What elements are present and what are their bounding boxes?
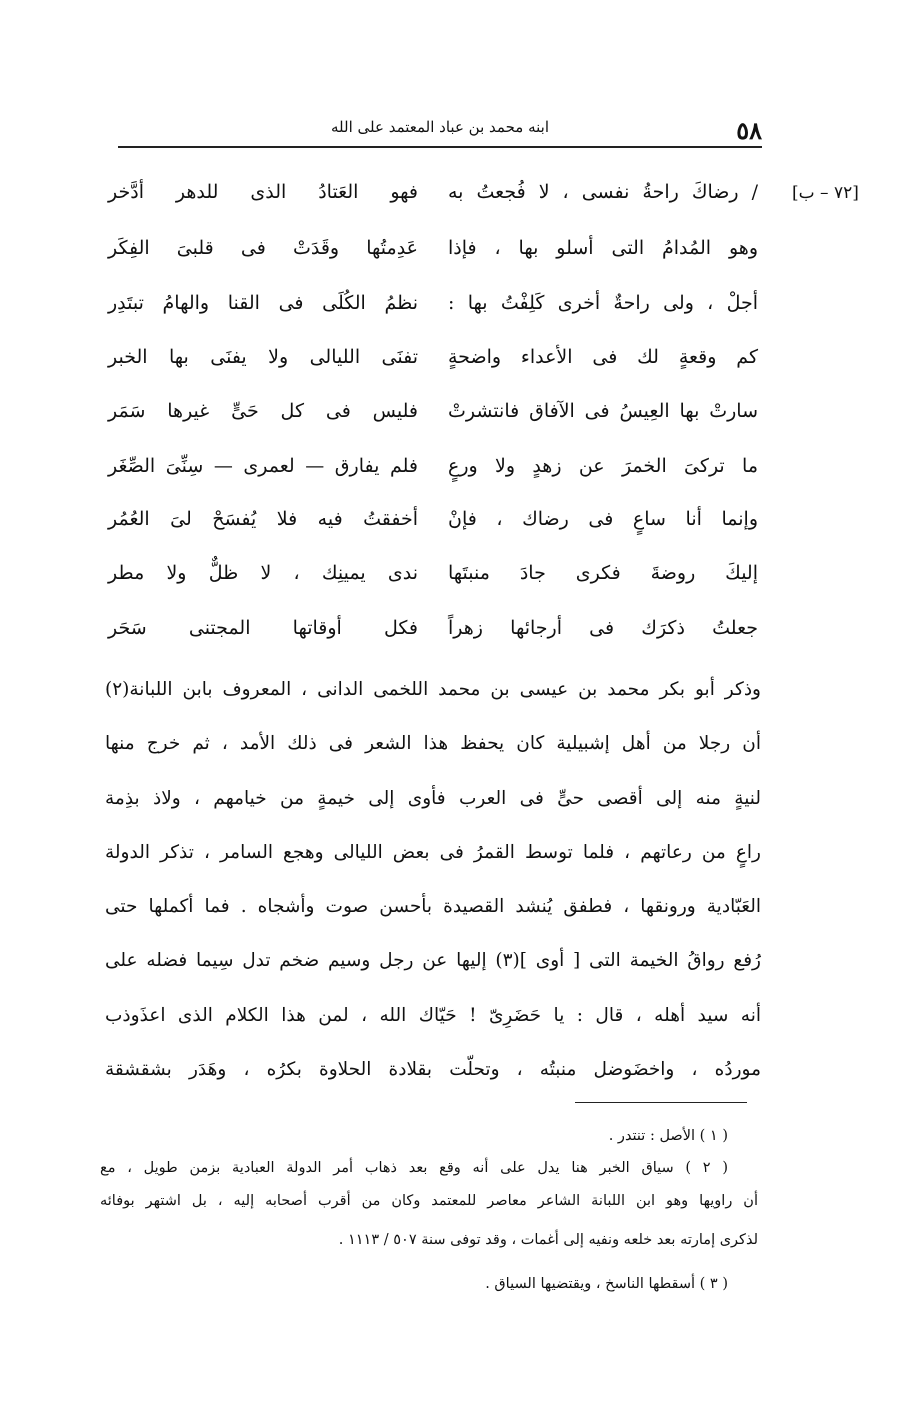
verse-second-hemistich: نظمُ الكُلَى فى القنا والهامُ تبتَدِر xyxy=(108,292,418,314)
verse-line xyxy=(108,292,758,332)
running-title: ابنه محمد بن عباد المعتمد على الله xyxy=(331,118,549,136)
footnote-2-continued: لذكرى إمارته بعد خلعه ونفيه إلى أغمات ، وقد توفى سنة ٥٠٧ / ١١١٣ . xyxy=(338,1232,758,1248)
verse-line xyxy=(108,455,758,495)
footnote-rule xyxy=(575,1102,747,1103)
verse-second-hemistich: عَدِمتُها وقَدَتْ فى قلبىَ الفِكَر xyxy=(108,237,418,259)
footnote-1: ( ١ ) الأصل : تنتدر . xyxy=(608,1128,728,1144)
verse-second-hemistich: أخفقتُ فيه فلا يُفسَحْ لىَ العُمُر xyxy=(108,508,418,530)
prose-line: رُفع رواقُ الخيمة التى [ أوى ](٣) إليها عن رجل وسيم ضخم تدل سِيما فضله على xyxy=(105,950,761,971)
verse-second-hemistich: فلم يفارق — لعمرى — سِنِّىَ الصِّغَر xyxy=(108,455,418,477)
verse-first-hemistich: سارتْ بها العِيسُ فى الآفاق فانتشرتْ xyxy=(448,400,758,422)
verse-line xyxy=(108,237,758,277)
footnote-3: ( ٣ ) أسقطها الناسخ ، ويقتضيها السياق . xyxy=(485,1276,728,1292)
verse-first-hemistich: إليكَ روضةَ فكرى جادَ منبتَها xyxy=(448,562,758,584)
page-header xyxy=(118,112,762,144)
verse-line xyxy=(108,400,758,440)
verse-first-hemistich: جعلتُ ذكرَك فى أرجائها زهراً xyxy=(448,617,758,639)
verse-first-hemistich: كم وقعةٍ لك فى الأعداء واضحةٍ xyxy=(448,346,758,368)
manuscript-folio-ref: [٧٢ – ب] xyxy=(792,183,859,203)
verse-first-hemistich: / رضاكَ راحةُ نفسى ، لا فُجعتُ به xyxy=(448,181,758,203)
footnote-2-continued: أن راويها وهو ابن اللبانة الشاعر معاصر للمعتمد وكان من أقرب أصحابه إليه ، بل اشتهر بوفائه xyxy=(100,1193,758,1209)
prose-line: موردُه ، واخضَوضل منبتُه ، وتحلّت بقلادة الحلاوة بكرُه ، وهَدَر بشقشقة xyxy=(105,1059,761,1080)
verse-line xyxy=(108,181,758,221)
verse-first-hemistich: ما تركىَ الخمرَ عن زهدٍ ولا ورعٍ xyxy=(448,455,758,477)
verse-second-hemistich: فهو العَتادُ الذى للدهر أدَّخر xyxy=(108,181,418,203)
prose-line: أنه سيد أهله ، قال : يا حَضَرِىّ ! حَيّاك الله ، لمن هذا الكلام الذى اعذَوذب xyxy=(105,1005,761,1026)
verse-line xyxy=(108,562,758,602)
header-rule xyxy=(118,146,762,148)
prose-line: العَبّادية ورونقها ، فطفق يُنشد القصيدة بأحسن صوت وأشجاه . فما أكملها حتى xyxy=(105,896,761,917)
verse-line xyxy=(108,508,758,548)
verse-first-hemistich: وإنما أنا ساعٍ فى رضاك ، فإنْ xyxy=(448,508,758,530)
prose-line: أن رجلا من أهل إشبيلية كان يحفظ هذا الشعر فى ذلك الأمد ، ثم خرج منها xyxy=(105,733,761,754)
verse-second-hemistich: ندى يمينِك ، لا ظلٌّ ولا مطر xyxy=(108,562,418,584)
verse-line xyxy=(108,346,758,386)
page-number: ٥٨ xyxy=(736,116,762,145)
prose-line: وذكر أبو بكر محمد بن عيسى بن محمد اللخمى الدانى ، المعروف بابن اللبانة(٢) xyxy=(105,679,761,700)
footnote-2: ( ٢ ) سياق الخبر هنا يدل على أنه وقع بعد ذهاب أمر الدولة العبادية بزمن طويل ، مع xyxy=(100,1160,728,1176)
prose-line: راعٍ من رعاتهم ، فلما توسط القمرُ فى بعض الليالى وهجع السامر ، تذكر الدولة xyxy=(105,842,761,863)
verse-second-hemistich: تفنَى الليالى ولا يفنَى بها الخبر xyxy=(108,346,418,368)
verse-second-hemistich: فكل أوقاتها المجتنى سَحَر xyxy=(108,617,418,639)
verse-line xyxy=(108,617,758,657)
verse-first-hemistich: أجلْ ، ولى راحةٌ أخرى كَلِفْتُ بها : xyxy=(448,292,758,314)
verse-second-hemistich: فليس فى كل حَىٍّ غيرها سَمَر xyxy=(108,400,418,422)
prose-line: لنيةٍ منه إلى أقصى حىٍّ فى العرب فأوى إلى خيمةٍ من خيامهم ، ولاذ بذِمة xyxy=(105,788,761,809)
verse-first-hemistich: وهو المُدامُ التى أسلو بها ، فإذا xyxy=(448,237,758,259)
